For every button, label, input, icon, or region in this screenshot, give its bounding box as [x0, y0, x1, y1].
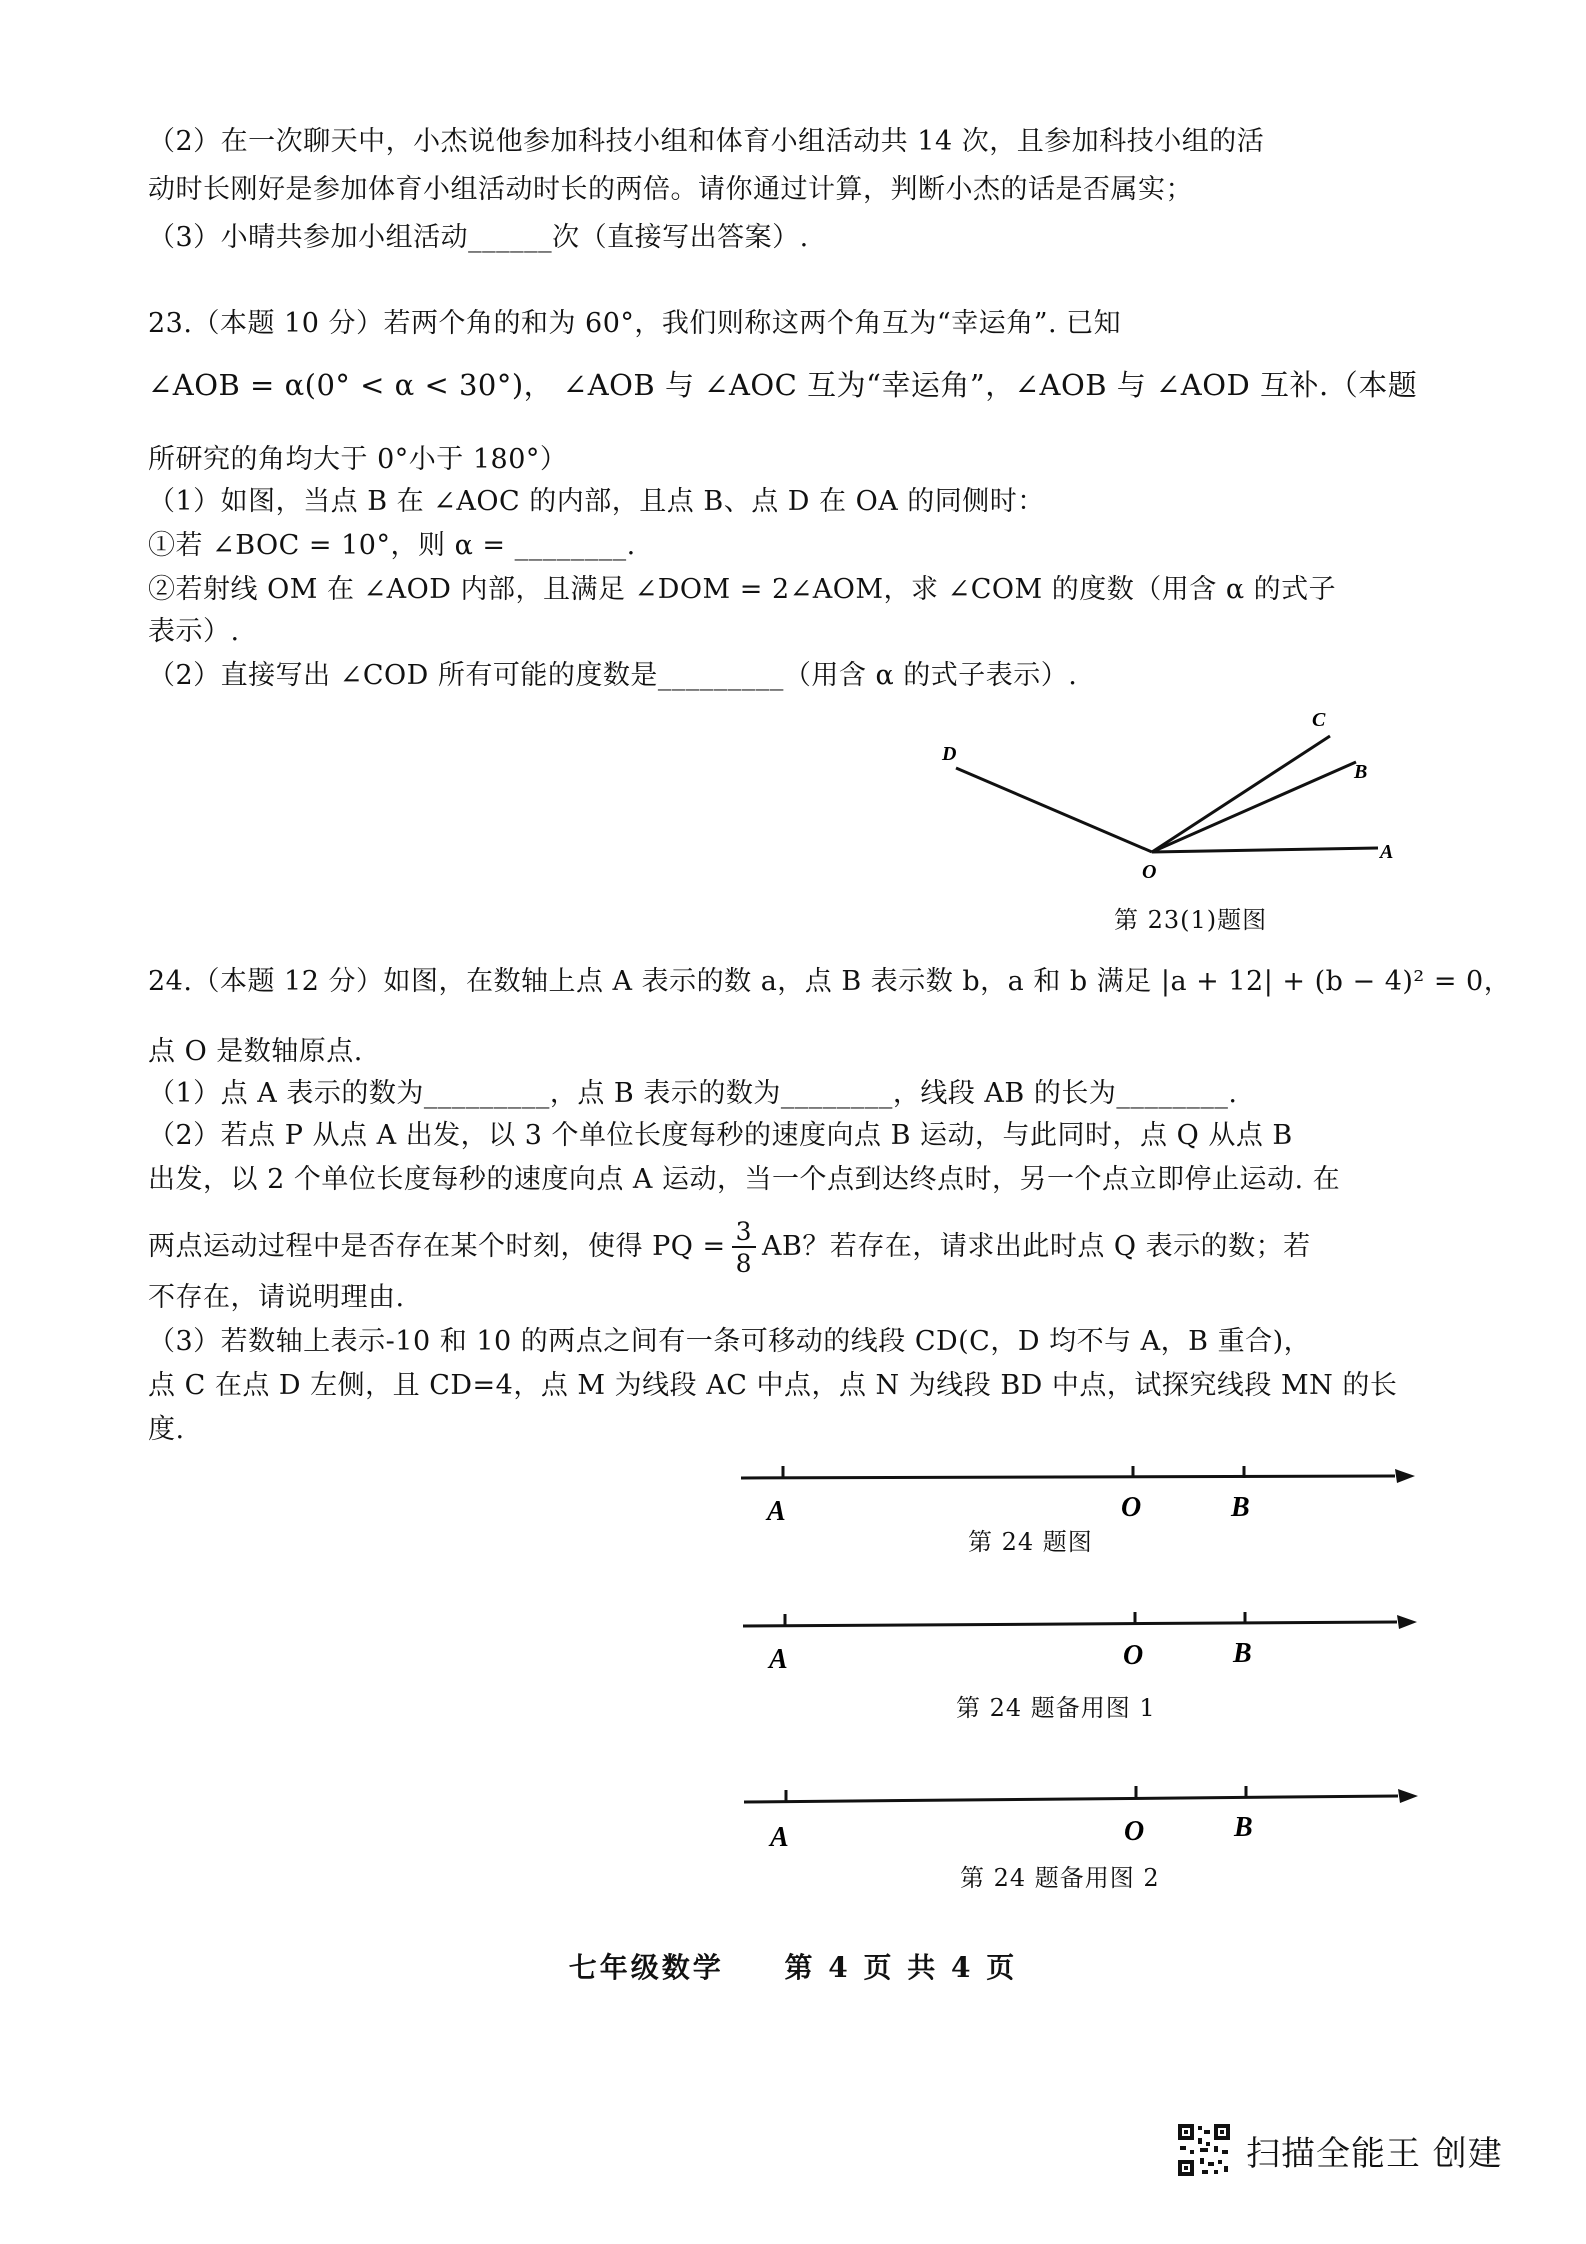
q24-line6 — [148, 1212, 1428, 1282]
page-footer — [0, 1946, 1586, 1986]
q23-line7: 表示）. — [148, 616, 240, 647]
axis-label-a: A — [770, 1822, 789, 1853]
q23-line1: 23.（本题 10 分）若两个角的和为 60°，我们则称这两个角互为“幸运角”. 已知 — [148, 308, 1122, 339]
q24-line2: 点 O 是数轴原点. — [148, 1036, 363, 1067]
q23-angle-figure — [920, 700, 1420, 880]
q24-line6-part1: 两点运动过程中是否存在某个时刻，使得 PQ = — [148, 1230, 726, 1262]
number-line-main — [735, 1460, 1415, 1530]
q23-line3: 所研究的角均大于 0°小于 180°） — [148, 444, 568, 475]
label-b: B — [1354, 761, 1368, 783]
axis-label-b: B — [1233, 1638, 1252, 1669]
q24-line9: 点 C 在点 D 左侧，且 CD=4，点 M 为线段 AC 中点，点 N 为线段 BD 中点，试探究线段 MN 的长 — [148, 1370, 1398, 1401]
label-c: C — [1312, 709, 1326, 731]
q24-backup2-caption: 第 24 题备用图 2 — [960, 1864, 1160, 1892]
axis-label-o: O — [1123, 1640, 1144, 1671]
q22-part3: （3）小晴共参加小组活动______次（直接写出答案）. — [148, 222, 809, 253]
q22-part2-line1: （2）在一次聊天中，小杰说他参加科技小组和体育小组活动共 14 次，且参加科技小组的活 — [148, 126, 1265, 157]
q24-line5: 出发，以 2 个单位长度每秒的速度向点 A 运动，当一个点到达终点时，另一个点立即停止运动. 在 — [148, 1164, 1341, 1195]
ray-oc — [1152, 736, 1330, 852]
arrow-head — [1397, 1615, 1417, 1629]
axis-label-a: A — [767, 1496, 786, 1527]
number-line-backup-2 — [738, 1782, 1418, 1854]
arrow-head — [1395, 1469, 1415, 1483]
q24-line1: 24.（本题 12 分）如图，在数轴上点 A 表示的数 a，点 B 表示数 b，a 和 b 满足 |a + 12| + (b − 4)² = 0， — [148, 966, 1512, 997]
q24-line4: （2）若点 P 从点 A 出发，以 3 个单位长度每秒的速度向点 B 运动，与此同时，点 Q 从点 B — [148, 1120, 1293, 1151]
q24-line7: 不存在，请说明理由. — [148, 1282, 405, 1313]
arrow-head — [1398, 1789, 1418, 1803]
number-line-backup-1 — [737, 1608, 1417, 1678]
footer-subject: 七年级数学 — [568, 1951, 724, 1984]
q24-backup1-caption: 第 24 题备用图 1 — [956, 1694, 1156, 1722]
q24-line6-part2: AB？若存在，请求出此时点 Q 表示的数；若 — [762, 1230, 1311, 1262]
axis-label-b: B — [1234, 1812, 1253, 1843]
ray-ob — [1152, 762, 1356, 852]
fraction-numerator: 3 — [732, 1219, 756, 1248]
q23-line8: （2）直接写出 ∠COD 所有可能的度数是_________（用含 α 的式子表示）. — [148, 660, 1078, 691]
axis-label-o: O — [1121, 1492, 1142, 1523]
q23-line2: ∠AOB = α(0° < α < 30°)， ∠AOB 与 ∠AOC 互为“幸运角”，∠AOB 与 ∠AOD 互补.（本题 — [148, 368, 1418, 402]
q24-line8: （3）若数轴上表示-10 和 10 的两点之间有一条可移动的线段 CD(C，D 均不与 A，B 重合)， — [148, 1326, 1312, 1357]
ray-oa — [1152, 848, 1378, 852]
fraction — [732, 1216, 756, 1278]
fraction-denominator: 8 — [735, 1248, 752, 1278]
footer-page-number: 第 4 页 共 4 页 — [784, 1951, 1018, 1984]
q24-line10: 度. — [148, 1414, 185, 1445]
label-a: A — [1380, 841, 1394, 863]
watermark-text: 扫描全能王 创建 — [1246, 2133, 1503, 2174]
q24-line3: （1）点 A 表示的数为_________，点 B 表示的数为________，线段 AB 的长为________. — [148, 1078, 1238, 1109]
ray-od — [956, 768, 1152, 852]
q23-figure-caption: 第 23(1)题图 — [1114, 906, 1268, 934]
q23-line4: （1）如图，当点 B 在 ∠AOC 的内部，且点 B、点 D 在 OA 的同侧时： — [148, 486, 1045, 517]
axis-label-b: B — [1231, 1492, 1250, 1523]
scanner-watermark — [1176, 2122, 1503, 2178]
q23-line5: ①若 ∠BOC = 10°，则 α = ________. — [148, 530, 636, 561]
axis-label-o: O — [1124, 1816, 1145, 1847]
label-o: O — [1142, 861, 1157, 880]
q23-line6: ②若射线 OM 在 ∠AOD 内部，且满足 ∠DOM = 2∠AOM，求 ∠COM 的度数（用含 α 的式子 — [148, 574, 1337, 605]
qr-code-icon — [1176, 2122, 1232, 2178]
axis-label-a: A — [769, 1644, 788, 1675]
label-d: D — [942, 743, 957, 765]
q24-figure-caption: 第 24 题图 — [968, 1528, 1093, 1556]
q22-part2-line2: 动时长刚好是参加体育小组活动时长的两倍。请你通过计算，判断小杰的话是否属实； — [148, 174, 1193, 205]
